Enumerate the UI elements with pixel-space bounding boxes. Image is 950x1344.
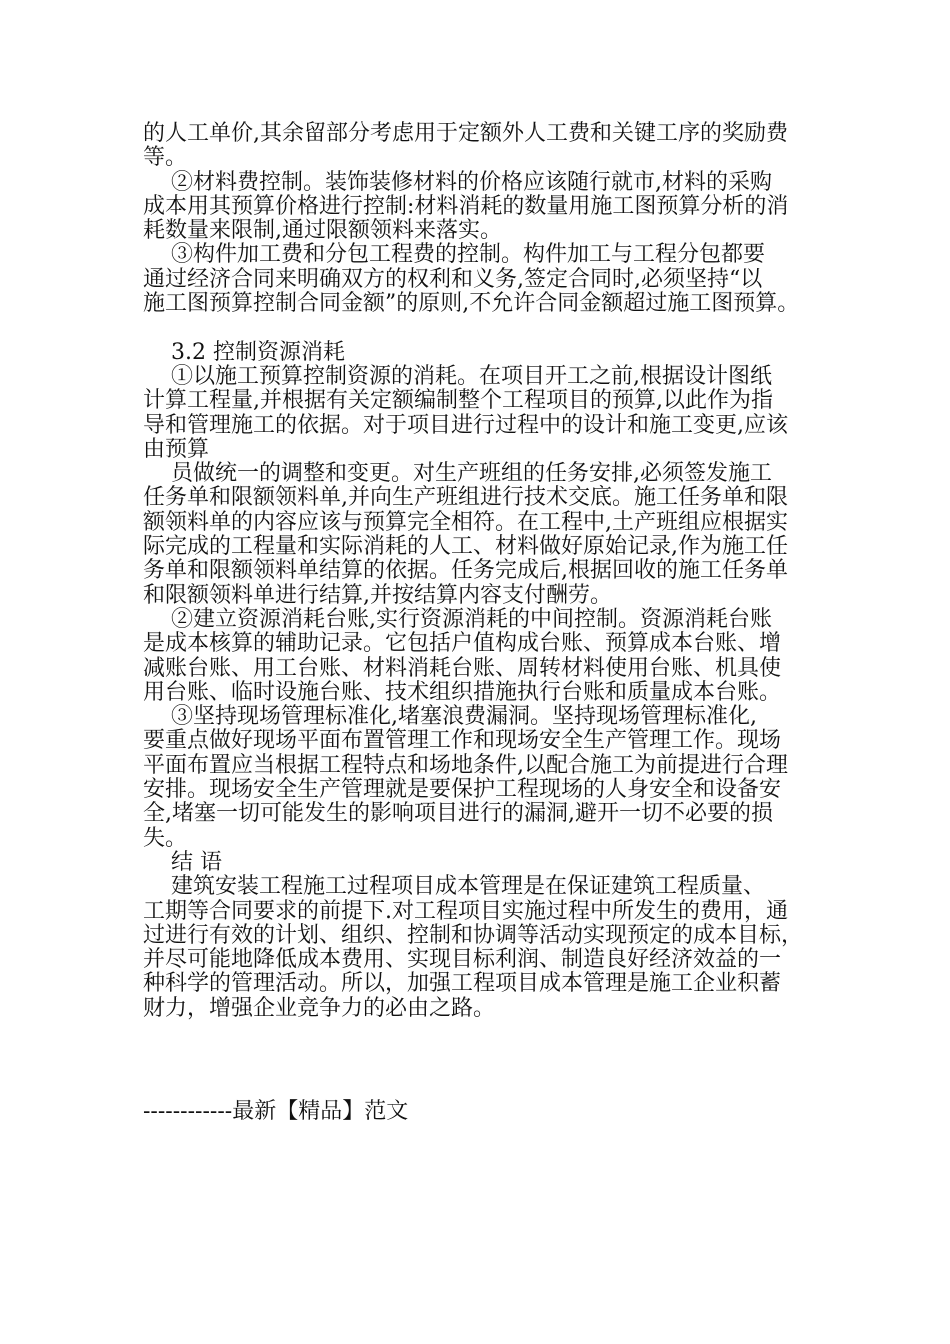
text-line: 失。	[143, 825, 188, 851]
text-line: 建筑安装工程施工过程项目成本管理是在保证建筑工程质量、	[143, 874, 765, 900]
text-line: 和限额领料单进行结算,并按结算内容支付酬劳。	[143, 582, 612, 608]
section-heading: 3.2 控制资源消耗	[143, 339, 345, 365]
footer-label: ------------最新【精品】范文	[143, 1099, 409, 1124]
text-line: 耗数量来限制,通过限额领料来落实。	[143, 218, 502, 244]
text-line: 成本用其预算价格进行控制:材料消耗的数量用施工图预算分析的消	[143, 193, 789, 219]
text-line: 安排。现场安全生产管理就是要保护工程现场的人身安全和设备安	[143, 777, 782, 803]
text-line: 际完成的工程量和实际消耗的人工、材料做好原始记录,作为施工任	[143, 534, 788, 560]
text-line: 的人工单价,其余留部分考虑用于定额外人工费和关键工序的奖励费	[143, 121, 788, 146]
text-line: ③坚持现场管理标准化,堵塞浪费漏洞。坚持现场管理标准化,	[143, 704, 757, 730]
text-line: 等。	[143, 145, 188, 171]
text-line: 财力，增强企业竞争力的必由之路。	[143, 995, 496, 1021]
text-line: ①以施工预算控制资源的消耗。在项目开工之前,根据设计图纸	[143, 363, 772, 389]
text-line: 工期等合同要求的前提下.对工程项目实施过程中所发生的费用，通	[143, 898, 788, 924]
text-line: 额领料单的内容应该与预算完全相符。在工程中,土产班组应根据实	[143, 509, 788, 535]
text-line: 减账台账、用工台账、材料消耗台账、周转材料使用台账、机具使	[143, 655, 782, 681]
text-line: 过进行有效的计划、组织、控制和协调等活动实现预定的成本目标，	[143, 922, 804, 948]
document-body	[143, 122, 815, 1021]
text-line: 平面布置应当根据工程特点和场地条件,以配合施工为前提进行合理	[143, 752, 788, 778]
blank-line	[143, 316, 815, 340]
text-line: 导和管理施工的依据。对于项目进行过程中的设计和施工变更,应该	[143, 412, 788, 438]
text-line: ③构件加工费和分包工程费的控制。构件加工与工程分包都要	[143, 242, 765, 268]
text-line: 用台账、临时设施台账、技术组织措施执行台账和质量成本台账。	[143, 679, 782, 705]
text-line: 全,堵塞一切可能发生的影响项目进行的漏洞,避开一切不必要的损	[143, 801, 773, 827]
text-line: 由预算	[143, 436, 210, 462]
text-line: 并尽可能地降低成本费用、实现目标利润、制造良好经济效益的一	[143, 947, 782, 973]
text-line: 员做统一的调整和变更。对生产班组的任务安排,必须签发施工	[143, 461, 772, 487]
text-line: 种科学的管理活动。所以，加强工程项目成本管理是施工企业积蓄	[143, 971, 782, 997]
text-line: 务单和限额领料单结算的依据。任务完成后,根据回收的施工任务单	[143, 558, 788, 584]
text-line: 计算工程量,并根据有关定额编制整个工程项目的预算,以此作为指	[143, 388, 773, 414]
conclusion-heading: 结 语	[143, 849, 222, 875]
text-line: 要重点做好现场平面布置管理工作和现场安全生产管理工作。现场	[143, 728, 782, 754]
text-line: 任务单和限额领料单,并向生产班组进行技术交底。施工任务单和限	[143, 485, 788, 511]
text-line: ②建立资源消耗台账,实行资源消耗的中间控制。资源消耗台账	[143, 606, 772, 632]
text-line: 是成本核算的辅助记录。它包括户值构成台账、预算成本台账、增	[143, 631, 782, 657]
text-line: 通过经济合同来明确双方的权利和义务,签定合同时,必须坚持“以	[143, 266, 763, 292]
text-line: 施工图预算控制合同金额”的原则,不允许合同金额超过施工图预算。	[143, 291, 800, 317]
text-line: ②材料费控制。装饰装修材料的价格应该随行就市,材料的采购	[143, 169, 772, 195]
